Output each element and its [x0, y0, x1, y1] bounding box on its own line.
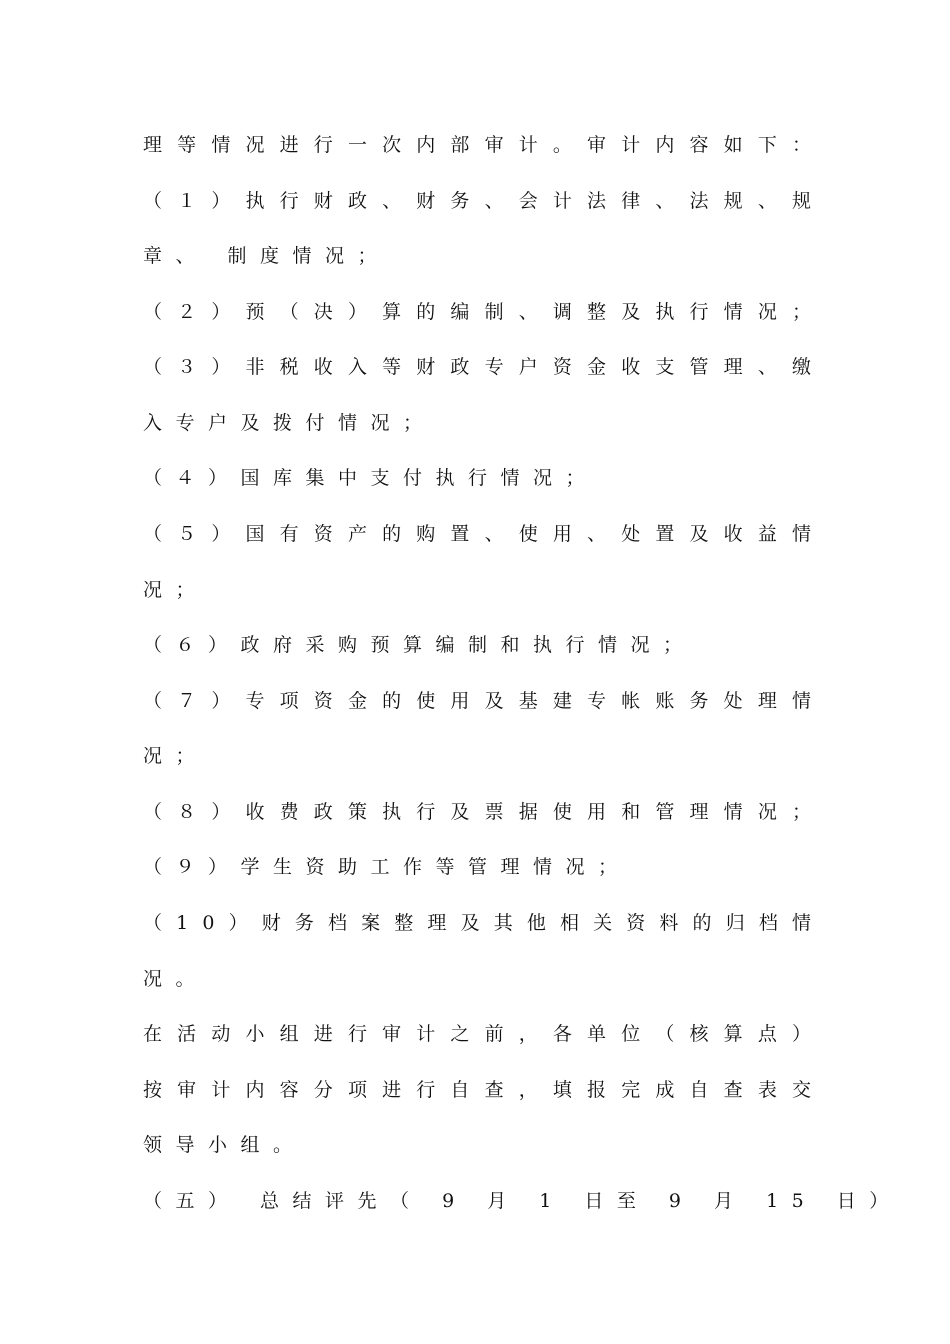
text-line-1: 理 等 情 况 进 行 一 次 内 部 审 计 。 审 计 内 容 如 下 ： — [143, 134, 811, 156]
text-line-18: 按 审 计 内 容 分 项 进 行 自 查 ， 填 报 完 成 自 查 表 交 — [143, 1079, 811, 1101]
text-line-13: （ ８ ） 收 费 政 策 执 行 及 票 据 使 用 和 管 理 情 况 ； — [143, 801, 811, 823]
text-line-12: 况； — [143, 745, 209, 767]
text-line-15: （ 1 0 ） 财 务 档 案 整 理 及 其 他 相 关 资 料 的 归 档 情 — [143, 912, 811, 934]
text-line-2: （ １ ） 执 行 财 政 、 财 务 、 会 计 法 律 、 法 规 、 规 — [143, 190, 811, 212]
text-line-4: （ ２ ） 预 （ 决 ） 算 的 编 制 、 调 整 及 执 行 情 况 ； — [143, 301, 811, 323]
text-line-5: （ ３ ） 非 税 收 入 等 财 政 专 户 资 金 收 支 管 理 、 缴 — [143, 356, 811, 378]
text-line-16: 况。 — [143, 968, 209, 990]
text-line-20: （五） 总结评先（ 9 月 1 日至 9 月 15 日） — [143, 1190, 902, 1212]
text-line-7: （４）国库集中支付执行情况； — [143, 467, 599, 489]
text-line-6: 入专户及拨付情况； — [143, 412, 436, 434]
text-line-19: 领导小组。 — [143, 1134, 306, 1156]
text-line-9: 况； — [143, 579, 209, 601]
text-line-8: （ ５ ） 国 有 资 产 的 购 置 、 使 用 、 处 置 及 收 益 情 — [143, 523, 811, 545]
text-line-11: （ ７ ） 专 项 资 金 的 使 用 及 基 建 专 帐 账 务 处 理 情 — [143, 690, 811, 712]
text-line-10: （６）政府采购预算编制和执行情况； — [143, 634, 696, 656]
text-line-14: （９）学生资助工作等管理情况； — [143, 856, 631, 878]
text-line-3: 章、 制度情况； — [143, 245, 391, 267]
text-line-17: 在 活 动 小 组 进 行 审 计 之 前 ， 各 单 位 （ 核 算 点 ） — [143, 1023, 811, 1045]
